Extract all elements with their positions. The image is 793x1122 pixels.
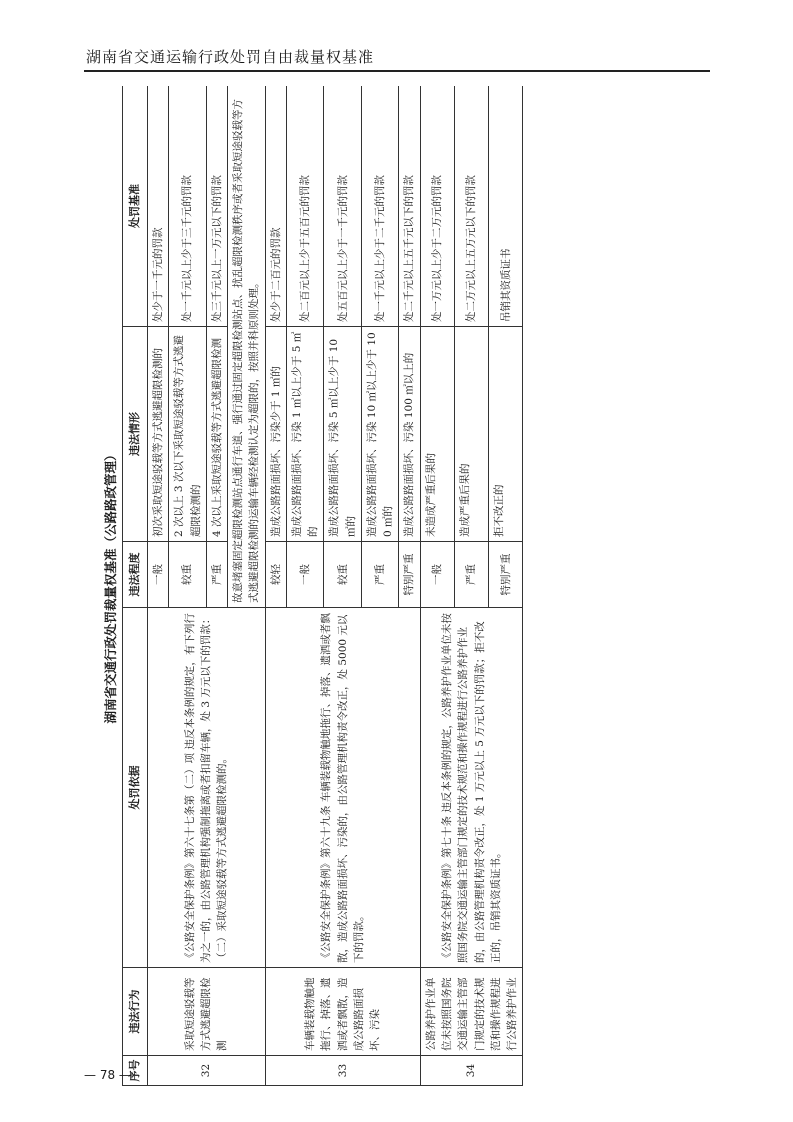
penalty-standard: 处二万元以上五万元以下的罚款 bbox=[454, 86, 488, 327]
row-note: 故意堵塞固定超限检测站点通行车道、强行通过固定超限检测站点、扰乱超限检测秩序或者采取短途驳载等方式逃避超限检测的运输车辆经检测认定为超限的，按照并科原则处理。 bbox=[228, 86, 266, 608]
col-header-degree: 违法程度 bbox=[123, 542, 148, 608]
penalty-standard: 处少于一千元的罚款 bbox=[148, 86, 169, 327]
violation-act: 公路养护作业单位未按照国务院交通运输主管部门规定的技术规范和操作规程进行公路养护作业 bbox=[420, 968, 523, 1056]
penalty-standard: 处一千元以上少于三千元的罚款 bbox=[169, 86, 207, 327]
violation-situation: 造成公路路面损坏、污染 5 ㎡以上少于 10 ㎡的 bbox=[324, 327, 362, 542]
violation-situation: 造成公路路面损坏、污染 100 ㎡以上的 bbox=[399, 327, 420, 542]
penalty-standard: 处二百元以上少于五百元的罚款 bbox=[286, 86, 324, 327]
penalty-standard: 处二千元以上五千元以下的罚款 bbox=[399, 86, 420, 327]
penalty-standard: 处三千元以上一万元以下的罚款 bbox=[206, 86, 227, 327]
violation-situation: 未造成严重后果的 bbox=[420, 327, 454, 542]
col-header-act: 违法行为 bbox=[123, 968, 148, 1056]
violation-situation: 造成公路路面损坏、污染少于 1 ㎡的 bbox=[265, 327, 286, 542]
penalty-standard-table bbox=[122, 86, 523, 1086]
rotated-table-frame bbox=[100, 86, 700, 1086]
rotated-table-page bbox=[100, 86, 700, 1086]
violation-degree: 严重 bbox=[206, 542, 227, 608]
violation-situation: 4 次以上采取短途驳载等方式逃避超限检测 bbox=[206, 327, 227, 542]
page-number: — 78 — bbox=[84, 1068, 131, 1082]
row-number: 33 bbox=[265, 1056, 420, 1086]
violation-degree: 一般 bbox=[420, 542, 454, 608]
violation-degree: 特别严重 bbox=[489, 542, 523, 608]
penalty-basis: 《公路安全保护条例》第七十条 违反本条例的规定，公路养护作业单位未按照国务院交通运输主管部门规定的技术规范和操作规程进行公路养护作业的，由公路管理机构责令改正，处 1 万元以上 5 万元以下的罚款；拒不改正的，吊销其资质证书。 bbox=[420, 608, 523, 968]
table-caption: 湖南省交通行政处罚裁量权基准（公路路政管理） bbox=[103, 448, 118, 724]
header-rule bbox=[84, 70, 710, 72]
violation-degree: 一般 bbox=[286, 542, 324, 608]
penalty-basis: 《公路安全保护条例》第六十九条 车辆装载物触地拖行、掉落、遗洒或者飘散，造成公路路面损坏、污染的，由公路管理机构责令改正，处 5000 元以下的罚款。 bbox=[265, 608, 420, 968]
table-row bbox=[420, 86, 454, 1086]
col-header-situation: 违法情形 bbox=[123, 327, 148, 542]
col-header-no: 序号 bbox=[123, 1056, 148, 1086]
violation-degree: 较重 bbox=[324, 542, 362, 608]
violation-situation: 造成公路路面损坏、污染 10 ㎡以上少于 100 ㎡的 bbox=[361, 327, 399, 542]
violation-situation: 2 次以上 3 次以下采取短途驳载等方式逃避超限检测的 bbox=[169, 327, 207, 542]
violation-degree: 严重 bbox=[361, 542, 399, 608]
penalty-standard: 处五百元以上少于一千元的罚款 bbox=[324, 86, 362, 327]
violation-situation: 造成公路路面损坏、污染 1 ㎡以上少于 5 ㎡的 bbox=[286, 327, 324, 542]
table-row bbox=[148, 86, 169, 1086]
penalty-standard: 处一千元以上少于二千元的罚款 bbox=[361, 86, 399, 327]
penalty-basis: 《公路安全保护条例》第六十七条第（二）项 违反本条例的规定，有下列行为之一的，由公路管理机构强制拖离或者扣留车辆，处 3 万元以下的罚款：（二）采取短途驳载等方式逃避超限检测的。 bbox=[148, 608, 266, 968]
violation-degree: 一般 bbox=[148, 542, 169, 608]
table-header-row bbox=[123, 86, 148, 1086]
penalty-standard: 处少于二百元的罚款 bbox=[265, 86, 286, 327]
running-header: 湖南省交通运输行政处罚自由裁量权基准 bbox=[86, 48, 375, 66]
violation-situation: 拒不改正的 bbox=[489, 327, 523, 542]
violation-degree: 较轻 bbox=[265, 542, 286, 608]
violation-degree: 特别严重 bbox=[399, 542, 420, 608]
row-number: 32 bbox=[148, 1056, 266, 1086]
col-header-penalty: 处罚基准 bbox=[123, 86, 148, 327]
violation-situation: 初次采取短途驳载等方式逃避超限检测的 bbox=[148, 327, 169, 542]
row-number: 34 bbox=[420, 1056, 523, 1086]
violation-degree: 较重 bbox=[169, 542, 207, 608]
violation-situation: 造成严重后果的 bbox=[454, 327, 488, 542]
table-row bbox=[265, 86, 286, 1086]
violation-degree: 严重 bbox=[454, 542, 488, 608]
violation-act: 采取短途驳载等方式逃避超限检测 bbox=[148, 968, 266, 1056]
violation-act: 车辆装载物触地拖行、掉落、遗洒或者飘散，造成公路路面损坏、污染 bbox=[265, 968, 420, 1056]
penalty-standard: 吊销其资质证书 bbox=[489, 86, 523, 327]
col-header-basis: 处罚依据 bbox=[123, 608, 148, 968]
penalty-standard: 处一万元以上少于二万元的罚款 bbox=[420, 86, 454, 327]
